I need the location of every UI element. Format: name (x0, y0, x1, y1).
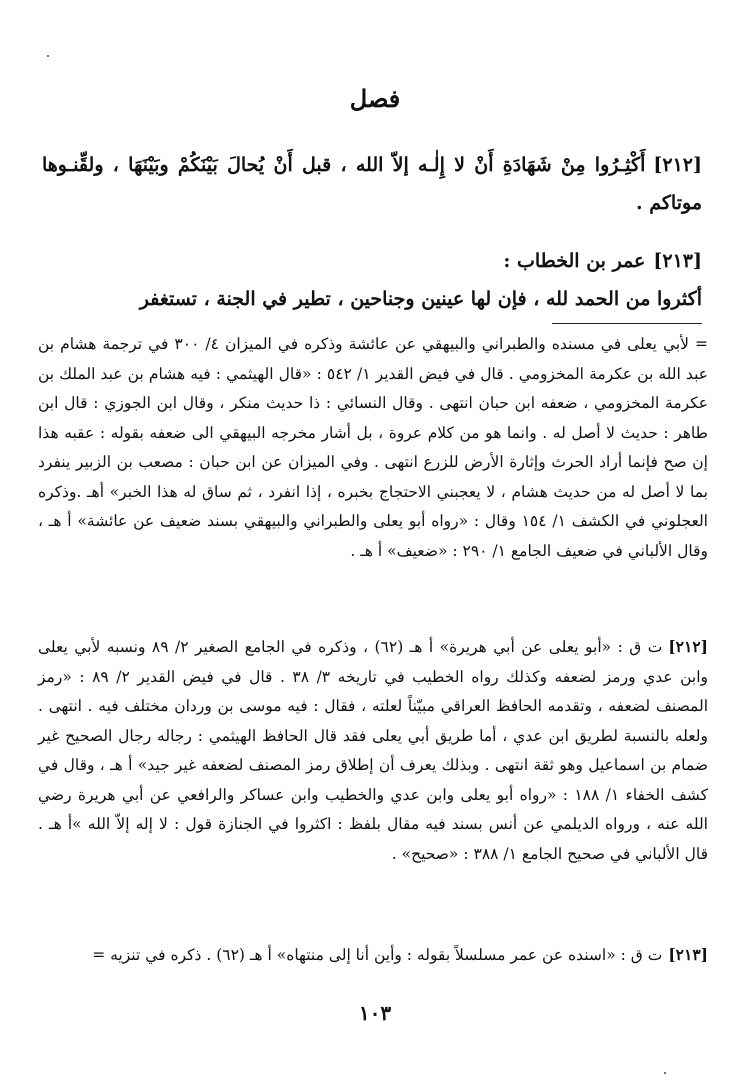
hadith-text: أَكْثِـرُوا مِنْ شَهَادَةِ أَنْ لا إِلٰـه إلاّ الله ، قبل أَنْ يُحالَ بَيْنَكُمْ وبَيْنَهَا ، ولقِّنـوها موتاكم . (42, 154, 702, 214)
section-heading: فصل (349, 84, 401, 113)
footnote-text: ت ق : «اسنده عن عمر مسلسلاً بقوله : وأين أنا إلى منتهاه» أ هـ (٦٢) . ذكره في تنزيه = (92, 946, 663, 964)
footnote-label: [٢١٣] (668, 945, 708, 964)
hadith-number: [٢١٣] (653, 250, 702, 272)
hadith-text: أكثروا من الحمد لله ، فإن لها عينين وجناحين ، تطير في الجنة ، تستغفر (139, 288, 702, 310)
footnote-213 (38, 940, 708, 971)
print-speck (664, 1072, 666, 1074)
page-number: ١٠٣ (358, 1001, 392, 1025)
footnote-label: [٢١٢] (668, 637, 708, 656)
footnote-text: ت ق : «أبو يعلى عن أبي هريرة» أ هـ (٦٢) ، وذكره في الجامع الصغير ٢/ ٨٩ ونسبه لأبي يعلى وابن عدي ورمز لضعفه وكذلك رواه الخطيب في تاريخه ٣/ ٣٨ . قال في فيض القدير ٢/ ٨٩ : «رمز المصنف لضعفه ، وتقدمه الحافظ العراقي مبيّناً لعلته ، فقال : فيه موسى بن وردان مختلف فيه . انتهى . ولعله بالنسبة لطريق ابن عدي ، أما طريق أبي يعلى فقد قال الحافظ الهيثمي : رجاله رجال الصحيح غير ضمام بن اسماعيل وهو ثقة انتهى . وبذلك يعرف أن إطلاق رمز المصنف لضعفه غير جيد» أ هـ ، وقال في كشف الخفاء ١/ ١٨٨ : «رواه أبو يعلى وابن عدي والخطيب وابن عساكر والرافعي عن أبي هريرة رضي الله عنه ، ورواه الديلمي عن أنس بسند فيه مقال بلفظ : اكثروا في الجنازة قول : لا إله إلاّ الله »أ هـ . قال الألباني في صحيح الجامع ١/ ٣٨٨ : «صحيح» . (38, 638, 709, 863)
hadith-213-header (42, 242, 702, 280)
hadith-number: [٢١٢] (653, 154, 702, 176)
hadith-narrator: عمر بن الخطاب : (503, 250, 646, 272)
footnote-separator (552, 323, 702, 324)
footnote-212 (38, 632, 708, 869)
hadith-213-body (42, 280, 702, 318)
print-speck (47, 55, 49, 57)
footnote-continuation: = لأبي يعلى في مسنده والطبراني والبيهقي عن عائشة وذكره في الميزان ٤/ ٣٠٠ في ترجمة هشام بن عبد الله بن عكرمة المخزومي . قال في فيض القدير ١/ ٥٤٢ : «قال الهيثمي : فيه هشام بن عبد الملك بن عكرمة المخزومي ، ضعفه ابن حبان انتهى . وقال النسائي : ذا حديث منكر ، وقال ابن الجوزي : قال ابن طاهر : حديث لا أصل له . وانما هو من كلام عروة ، بل أشار مخرجه البيهقي الى ضعفه بقوله : عقبه هذا إن صح فإنما أراد الحرث وإثارة الأرض للزرع انتهى . وفي الميزان عن ابن حبان : مصعب بن الزبير ينفرد بما لا أصل له من حديث هشام ، لا يعجبني الاحتجاج بخبره ، إذا انفرد ، ثم ساق له هذا الخبر» أهـ .وذكره العجلوني في الكشف ١/ ١٥٤ وقال : «رواه أبو يعلى والطبراني والبيهقي بسند ضعيف عن عائشة» أ هـ ، وقال الألباني في ضعيف الجامع ١/ ٢٩٠ : «ضعيف» أ هـ . (38, 335, 708, 560)
hadith-212 (42, 146, 702, 222)
